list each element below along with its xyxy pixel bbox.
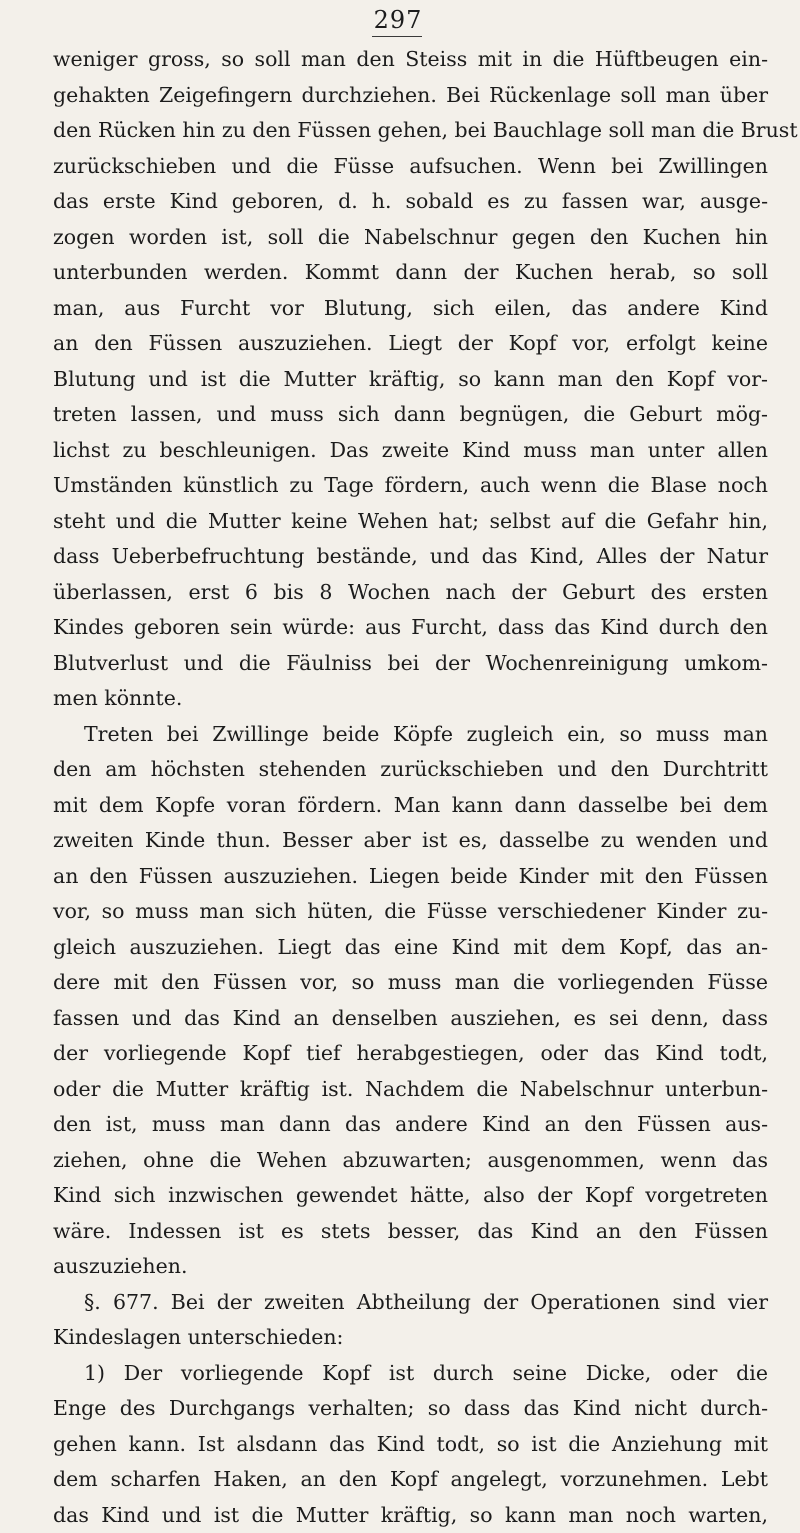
text-line: das Kind und ist die Mutter kräftig, so kann man noch warten,: [53, 1498, 768, 1533]
text-line: fassen und das Kind an denselben ausziehen, es sei denn, dass: [53, 1001, 768, 1037]
text-line: das erste Kind geboren, d. h. sobald es zu fassen war, ausge-: [53, 184, 768, 220]
text-line: auszuziehen.: [53, 1249, 768, 1285]
text-line: ziehen, ohne die Wehen abzuwarten; ausgenommen, wenn das: [53, 1143, 768, 1179]
text-line: zweiten Kinde thun. Besser aber ist es, dasselbe zu wenden und: [53, 823, 768, 859]
text-line: §. 677. Bei der zweiten Abtheilung der Operationen sind vier: [53, 1285, 768, 1321]
text-line: Blutung und ist die Mutter kräftig, so kann man den Kopf vor-: [53, 362, 768, 398]
text-line: oder die Mutter kräftig ist. Nachdem die Nabelschnur unterbun-: [53, 1072, 768, 1108]
text-line: man, aus Furcht vor Blutung, sich eilen, das andere Kind: [53, 291, 768, 327]
text-line: dem scharfen Haken, an den Kopf angelegt, vorzunehmen. Lebt: [53, 1462, 768, 1498]
text-line: an den Füssen auszuziehen. Liegen beide Kinder mit den Füssen: [53, 859, 768, 895]
text-line: vor, so muss man sich hüten, die Füsse verschiedener Kinder zu-: [53, 894, 768, 930]
text-line: Blutverlust und die Fäulniss bei der Wochenreinigung umkom-: [53, 646, 768, 682]
text-line: Kindes geboren sein würde: aus Furcht, dass das Kind durch den: [53, 610, 768, 646]
text-line: gehakten Zeigefingern durchziehen. Bei Rückenlage soll man über: [53, 78, 768, 114]
text-line: zurückschieben und die Füsse aufsuchen. Wenn bei Zwillingen: [53, 149, 768, 185]
text-line: unterbunden werden. Kommt dann der Kuchen herab, so soll: [53, 255, 768, 291]
text-line: weniger gross, so soll man den Steiss mit in die Hüftbeugen ein-: [53, 42, 768, 78]
text-line: 1) Der vorliegende Kopf ist durch seine Dicke, oder die: [53, 1356, 768, 1392]
text-line: gehen kann. Ist alsdann das Kind todt, so ist die Anziehung mit: [53, 1427, 768, 1463]
text-line: steht und die Mutter keine Wehen hat; selbst auf die Gefahr hin,: [53, 504, 768, 540]
body-text: [53, 42, 768, 1533]
text-line: Kind sich inzwischen gewendet hätte, also der Kopf vorgetreten: [53, 1178, 768, 1214]
text-line: an den Füssen auszuziehen. Liegt der Kopf vor, erfolgt keine: [53, 326, 768, 362]
text-line: Enge des Durchgangs verhalten; so dass das Kind nicht durch-: [53, 1391, 768, 1427]
text-line: den am höchsten stehenden zurückschieben und den Durchtritt: [53, 752, 768, 788]
text-line: zogen worden ist, soll die Nabelschnur gegen den Kuchen hin: [53, 220, 768, 256]
text-line: lichst zu beschleunigen. Das zweite Kind muss man unter allen: [53, 433, 768, 469]
text-line: mit dem Kopfe voran fördern. Man kann dann dasselbe bei dem: [53, 788, 768, 824]
page-number-rule: [372, 36, 422, 37]
text-line: men könnte.: [53, 681, 768, 717]
text-line: dass Ueberbefruchtung bestände, und das Kind, Alles der Natur: [53, 539, 768, 575]
text-line: den Rücken hin zu den Füssen gehen, bei Bauchlage soll man die Brust: [53, 113, 768, 149]
text-line: den ist, muss man dann das andere Kind an den Füssen aus-: [53, 1107, 768, 1143]
text-line: gleich auszuziehen. Liegt das eine Kind mit dem Kopf, das an-: [53, 930, 768, 966]
text-line: Treten bei Zwillinge beide Köpfe zugleich ein, so muss man: [53, 717, 768, 753]
page-number: 297: [366, 6, 430, 34]
text-line: Umständen künstlich zu Tage fördern, auch wenn die Blase noch: [53, 468, 768, 504]
text-line: überlassen, erst 6 bis 8 Wochen nach der Geburt des ersten: [53, 575, 768, 611]
text-line: Kindeslagen unterschieden:: [53, 1320, 768, 1356]
text-line: dere mit den Füssen vor, so muss man die vorliegenden Füsse: [53, 965, 768, 1001]
text-line: der vorliegende Kopf tief herabgestiegen, oder das Kind todt,: [53, 1036, 768, 1072]
text-line: wäre. Indessen ist es stets besser, das Kind an den Füssen: [53, 1214, 768, 1250]
text-line: treten lassen, und muss sich dann begnügen, die Geburt mög-: [53, 397, 768, 433]
